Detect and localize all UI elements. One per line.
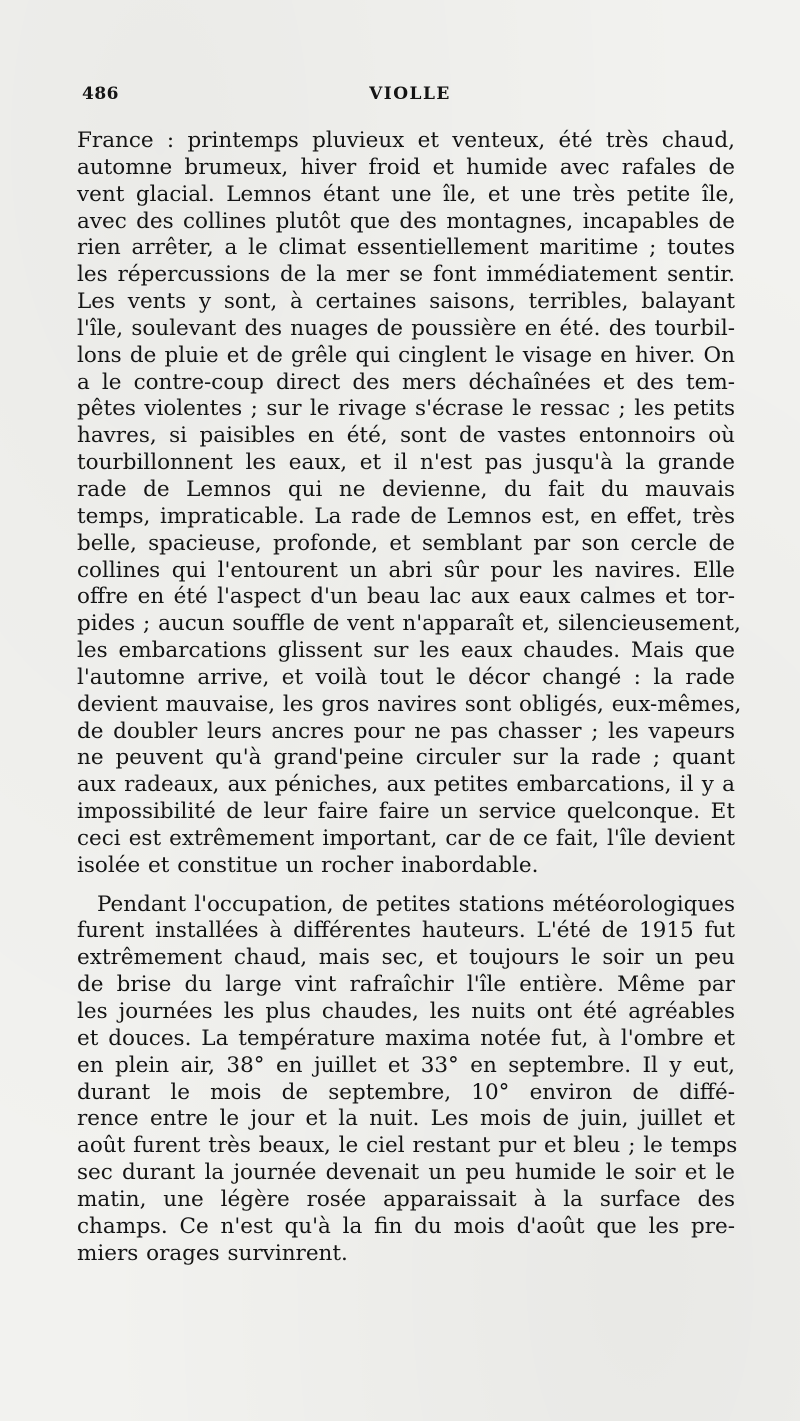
text-line: ne peuvent qu'à grand'peine circuler sur la rade ; quant [77,745,735,771]
text-line: extrêmement chaud, mais sec, et toujours le soir un peu [77,945,735,971]
text-line: pêtes violentes ; sur le rivage s'écrase le ressac ; les petits [77,396,735,422]
text-line: ceci est extrêmement important, car de ce fait, l'île devient [77,825,735,851]
text-line: sec durant la journée devenait un peu humide le soir et le [77,1160,735,1186]
text-line: les journées les plus chaudes, les nuits ont été agréables [77,999,735,1024]
text-line: matin, une légère rosée apparaissait à la surface des [77,1186,735,1212]
running-head [80,84,730,112]
text-line: champs. Ce n'est qu'à la fin du mois d'août que les pre- [77,1213,735,1239]
text-line: lons de pluie et de grêle qui cinglent le visage en hiver. On [77,342,735,368]
text-line: Pendant l'occupation, de petites stations météorologiques [97,891,735,917]
text-line: durant le mois de septembre, 10° environ de diffé- [77,1079,735,1105]
text-line: automne brumeux, hiver froid et humide avec rafales de [77,154,735,180]
text-line: furent installées à différentes hauteurs. L'été de 1915 fut [77,918,735,944]
text-line: vent glacial. Lemnos étant une île, et une très petite île, [77,181,735,207]
text-line: les répercussions de la mer se font immédiatement sentir. [77,262,735,288]
text-line: en plein air, 38° en juillet et 33° en septembre. Il y eut, [77,1052,735,1078]
text-line: août furent très beaux, le ciel restant pur et bleu ; le temps [77,1133,738,1159]
text-line: offre en été l'aspect d'un beau lac aux eaux calmes et tor- [77,584,735,610]
text-line: pides ; aucun souffle de vent n'apparaît et, silencieusement, [77,611,741,637]
text-line: rien arrêter, a le climat essentiellement maritime ; toutes [77,235,735,261]
text-line: de doubler leurs ancres pour ne pas chasser ; les vapeurs [77,718,735,744]
text-line: a le contre-coup direct des mers déchaînées et des tem- [77,369,735,395]
text-line: rence entre le jour et la nuit. Les mois de juin, juillet et [77,1106,735,1132]
text-line: isolée et constitue un rocher inabordable. [77,852,539,878]
text-line: miers orages survinrent. [77,1240,348,1266]
text-line: devient mauvaise, les gros navires sont obligés, eux-mêmes, [77,691,742,717]
text-line: rade de Lemnos qui ne devienne, du fait du mauvais [77,476,735,502]
text-line: tourbillonnent les eaux, et il n'est pas jusqu'à la grande [77,450,735,476]
text-line: avec des collines plutôt que des montagnes, incapables de [77,208,735,234]
running-title: VIOLLE [369,84,451,104]
text-line: aux radeaux, aux péniches, aux petites embarcations, il y a [77,772,735,798]
text-line: temps, impraticable. La rade de Lemnos est, en effet, très [77,503,735,529]
text-line: l'île, soulevant des nuages de poussière en été. des tourbil- [77,315,735,341]
text-line: France : printemps pluvieux et venteux, été très chaud, [77,128,735,153]
text-line: Les vents y sont, à certaines saisons, terribles, balayant [77,289,735,315]
body-text [77,128,742,1267]
text-line: l'automne arrive, et voilà tout le décor changé : la rade [77,664,735,690]
paragraph-climate [77,128,742,880]
text-line: les embarcations glissent sur les eaux chaudes. Mais que [77,638,735,664]
text-line: belle, spacieuse, profonde, et semblant par son cercle de [77,530,735,556]
text-line: de brise du large vint rafraîchir l'île entière. Même par [77,972,735,998]
text-line: et douces. La température maxima notée fut, à l'ombre et [77,1025,735,1051]
page-number: 486 [82,84,119,104]
text-line: collines qui l'entourent un abri sûr pour les navires. Elle [77,557,735,583]
paragraph-weather-stations [77,891,738,1268]
text-line: impossibilité de leur faire faire un service quelconque. Et [77,799,735,825]
text-line: havres, si paisibles en été, sont de vastes entonnoirs où [77,423,735,449]
